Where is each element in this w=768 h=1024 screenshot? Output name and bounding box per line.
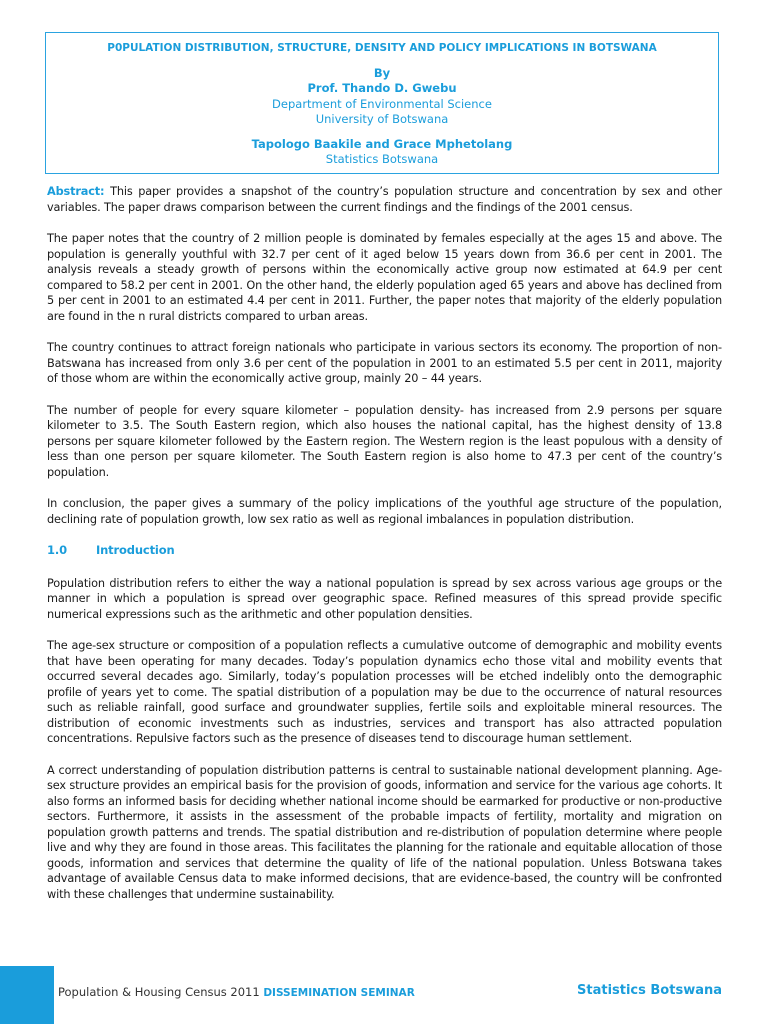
affiliation-2: Statistics Botswana: [325, 152, 439, 166]
footer-left: [58, 985, 415, 999]
section-heading-introduction: [47, 543, 722, 559]
author-1: Prof. Thando D. Gwebu: [307, 81, 457, 95]
section-title: Introduction: [96, 543, 175, 557]
footer-census-label: Population & Housing Census 2011: [58, 985, 264, 999]
abstract-label: Abstract:: [47, 185, 105, 198]
paper-title: P0PULATION DISTRIBUTION, STRUCTURE, DENSITY AND POLICY IMPLICATIONS IN BOTSWANA: [107, 42, 657, 54]
affiliation-1-department: Department of Environmental Science: [272, 96, 492, 111]
intro-paragraph-2: The age-sex structure or composition of a population reflects a cumulative outcome of demographic and mobility events that have been operating for many decades. Today’s population dynamics echo those vital and mobility events that occurred several decades ago. Similarly, today’s population processes will be etched indelibly onto the demographic profile of years yet to come. The spatial distribution of a population may be due to the occurrence of natural resources such as reliable rainfall, good surface and groundwater supplies, fertile soils and exploitable mineral resources. The distribution of economic investments such as industries, services and transport has also attracted population concentrations. Repulsive factors such as the presence of diseases tend to discourage human settlement.: [47, 639, 722, 745]
affiliation-1-university: University of Botswana: [315, 112, 449, 126]
intro-paragraph-1: Population distribution refers to either the way a national population is spread by sex across various age groups or the manner in which a population is spread over geographic space. Refined measures of this spread provide specific numerical expressions such as the arithmetic and other population densities.: [47, 576, 722, 621]
abstract-paragraph-2: The paper notes that the country of 2 million people is dominated by females especially at the ages 15 and above. The population is generally youthful with 32.7 per cent of it aged below 15 years down from 36.6 per cent in 2001. The analysis reveals a steady growth of persons within the economically active group now estimated at 64.9 per cent compared to 58.2 per cent in 2001. On the other hand, the elderly population aged 65 years and above has declined from 5 per cent in 2001 to an estimated 4.4 per cent in 2011. Further, the paper notes that majority of the elderly population are found in the n rural districts compared to urban areas.: [47, 232, 722, 323]
abstract-paragraph-3: The country continues to attract foreign nationals who participate in various sectors its economy. The proportion of non-Batswana has increased from only 3.6 per cent of the population in 2001 to an estimated 5.5 per cent in 2011, majority of those whom are within the economically active group, mainly 20 – 44 years.: [47, 341, 722, 385]
title-box: [45, 32, 719, 174]
abstract-paragraph-5: In conclusion, the paper gives a summary of the policy implications of the youthful age structure of the population, declining rate of population growth, low sex ratio as well as regional imbalances in population distribution.: [47, 497, 722, 526]
by-label: By: [373, 65, 391, 80]
intro-paragraph-3: A correct understanding of population distribution patterns is central to sustainable national development planning. Age-sex structure provides an empirical basis for the provision of goods, information and service for the various age cohorts. It also forms an informed basis for deciding whether national income should be earmarked for productive or non-productive sectors. Furthermore, it assists in the assessment of the probable impacts of fertility, mortality and migration on population growth patterns and trends. The spatial distribution and re-distribution of population determine where people live and why they are found in those areas. This facilitates the planning for the rationale and equitable allocation of those goods, information and services that determine the quality of life of the national population. Unless Botswana takes advantage of available Census data to make informed decisions, that are evidence-based, the country will be confronted with these challenges that undermine sustainability.: [47, 763, 722, 901]
abstract-text-1: This paper provides a snapshot of the country’s population structure and concentration by sex and other variables. The paper draws comparison between the current findings and the findings of the 2001 census.: [47, 185, 722, 214]
author-2: Tapologo Baakile and Grace Mphetolang: [251, 136, 513, 151]
footer-seminar-label: DISSEMINATION SEMINAR: [263, 987, 415, 999]
abstract-paragraph-4: The number of people for every square kilometer – population density- has increased from 2.9 persons per square kilometer to 3.5. The South Eastern region, which also houses the national capital, has the highest density of 13.8 persons per square kilometer followed by the Eastern region. The Western region is the least populous with a density of less than one person per square kilometer. The South Eastern region is also home to 47.3 per cent of the country’s population.: [47, 403, 722, 479]
abstract-paragraph-1: [47, 184, 722, 215]
footer-accent-block: [0, 966, 54, 1024]
section-number: 1.0: [47, 543, 67, 557]
footer-right: Statistics Botswana: [577, 983, 722, 998]
paper-body: [47, 184, 722, 918]
